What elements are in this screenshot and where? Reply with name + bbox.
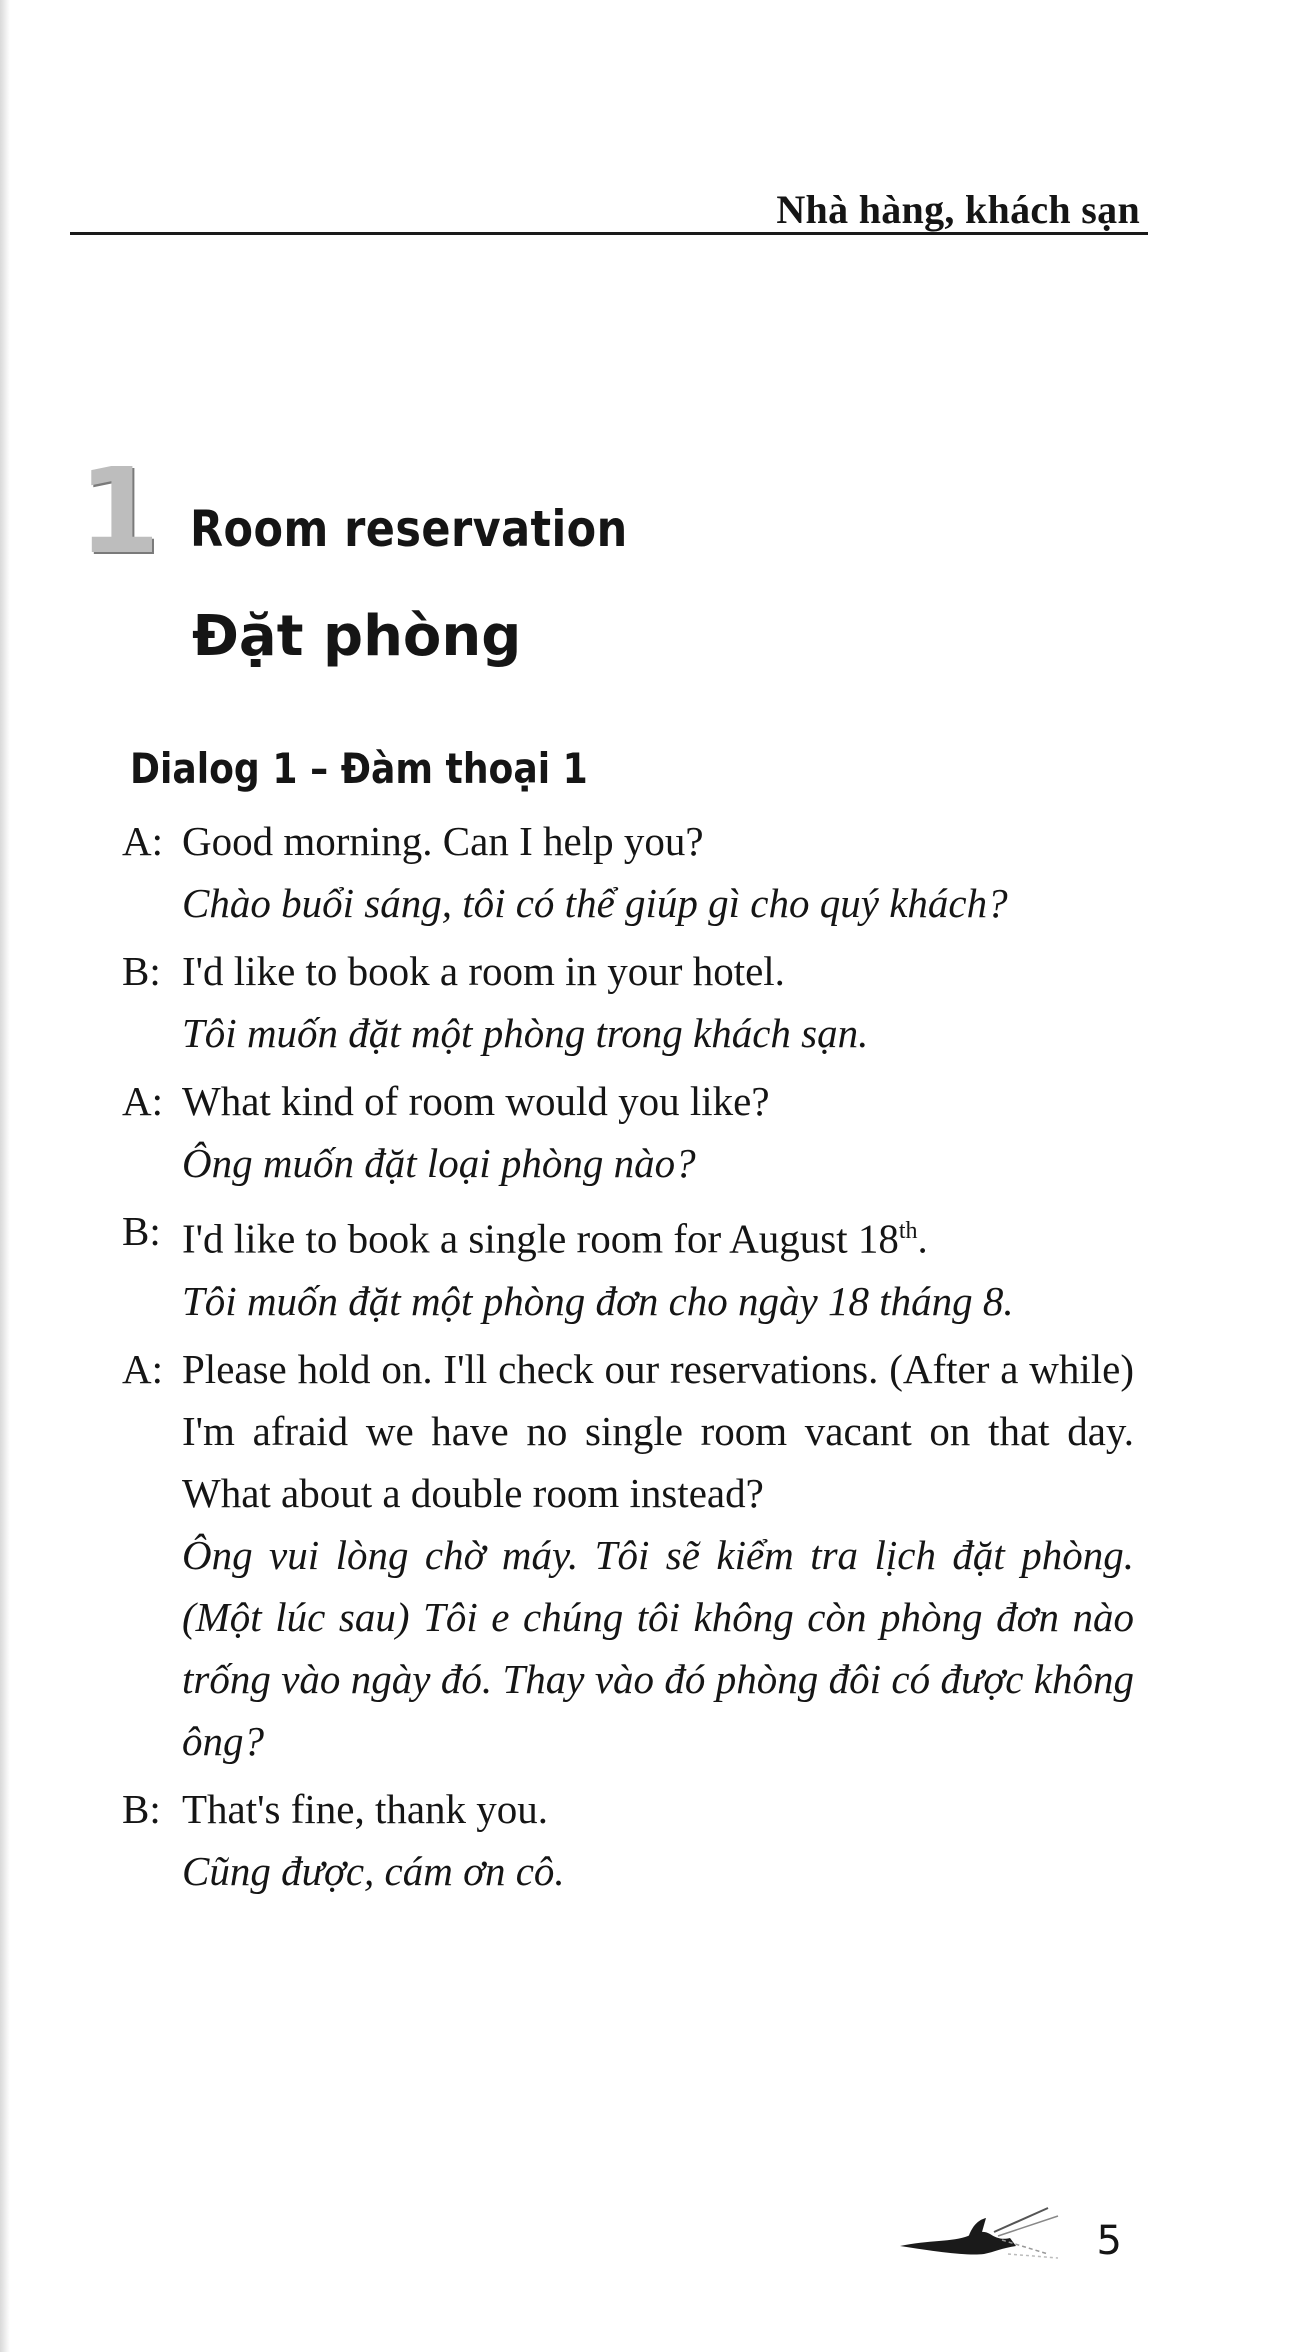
header-rule: [70, 232, 1148, 235]
dialog-body: [122, 810, 1134, 1908]
turn-body: [182, 940, 1134, 1070]
ordinal-suffix: th: [898, 1218, 918, 1244]
vietnamese-translation: Ông muốn đặt loại phòng nào?: [182, 1140, 696, 1186]
dialog-heading: Dialog 1 – Đàm thoại 1: [130, 744, 588, 793]
dialog-turn: [122, 810, 1134, 940]
english-line: What kind of room would you like?: [182, 1078, 770, 1124]
running-header: Nhà hàng, khách sạn: [776, 187, 1140, 232]
turn-body: [182, 1338, 1134, 1778]
sentence-end: .: [917, 1215, 928, 1262]
dialog-turn: [122, 1200, 1134, 1338]
speaker-label: A:: [122, 1078, 163, 1124]
page-number: 5: [1096, 2218, 1122, 2264]
dialog-turn: [122, 1778, 1134, 1908]
english-line: [182, 1200, 1134, 1270]
turn-body: [182, 1070, 1134, 1200]
chapter-number: 1: [78, 442, 161, 580]
dialog-turn: [122, 1070, 1134, 1200]
speaker-label: B:: [122, 1785, 161, 1832]
english-line: That's fine, thank you.: [182, 1785, 549, 1832]
vietnamese-translation: Ông vui lòng chờ máy. Tôi sẽ kiểm tra lịch đặt phòng. (Một lúc sau) Tôi e chúng tôi không còn phòng đơn nào trống vào ngày đó. Thay vào đó phòng đôi có được không ông?: [182, 1531, 1134, 1764]
dialog-turn: [122, 940, 1134, 1070]
speaker-label: A:: [122, 1345, 163, 1392]
chapter-title-vietnamese: Đặt phòng: [192, 604, 522, 669]
english-line: Good morning. Can I help you?: [182, 818, 704, 864]
english-line: I'd like to book a room in your hotel.: [182, 948, 785, 994]
english-text: I'd like to book a single room for August 18: [182, 1215, 899, 1262]
chapter-title-english: Room reservation: [190, 500, 628, 558]
speaker-label: A:: [122, 818, 163, 864]
vietnamese-translation: Tôi muốn đặt một phòng đơn cho ngày 18 tháng 8.: [182, 1277, 1014, 1324]
bird-ornament-icon: [898, 2202, 1088, 2272]
speaker-label: B:: [122, 1208, 161, 1254]
vietnamese-translation: Cũng được, cám ơn cô.: [182, 1847, 565, 1894]
turn-body: [182, 1200, 1134, 1338]
english-line: Please hold on. I'll check our reservations. (After a while) I'm afraid we have no single room vacant on that day. What about a double room instead?: [182, 1345, 1134, 1516]
turn-body: [182, 1778, 1134, 1908]
dialog-turn: [122, 1338, 1134, 1778]
vietnamese-translation: Chào buổi sáng, tôi có thể giúp gì cho quý khách?: [182, 880, 1008, 926]
turn-body: [182, 810, 1134, 940]
page-edge-shadow: [0, 0, 10, 2352]
vietnamese-translation: Tôi muốn đặt một phòng trong khách sạn.: [182, 1010, 869, 1056]
speaker-label: B:: [122, 948, 161, 994]
